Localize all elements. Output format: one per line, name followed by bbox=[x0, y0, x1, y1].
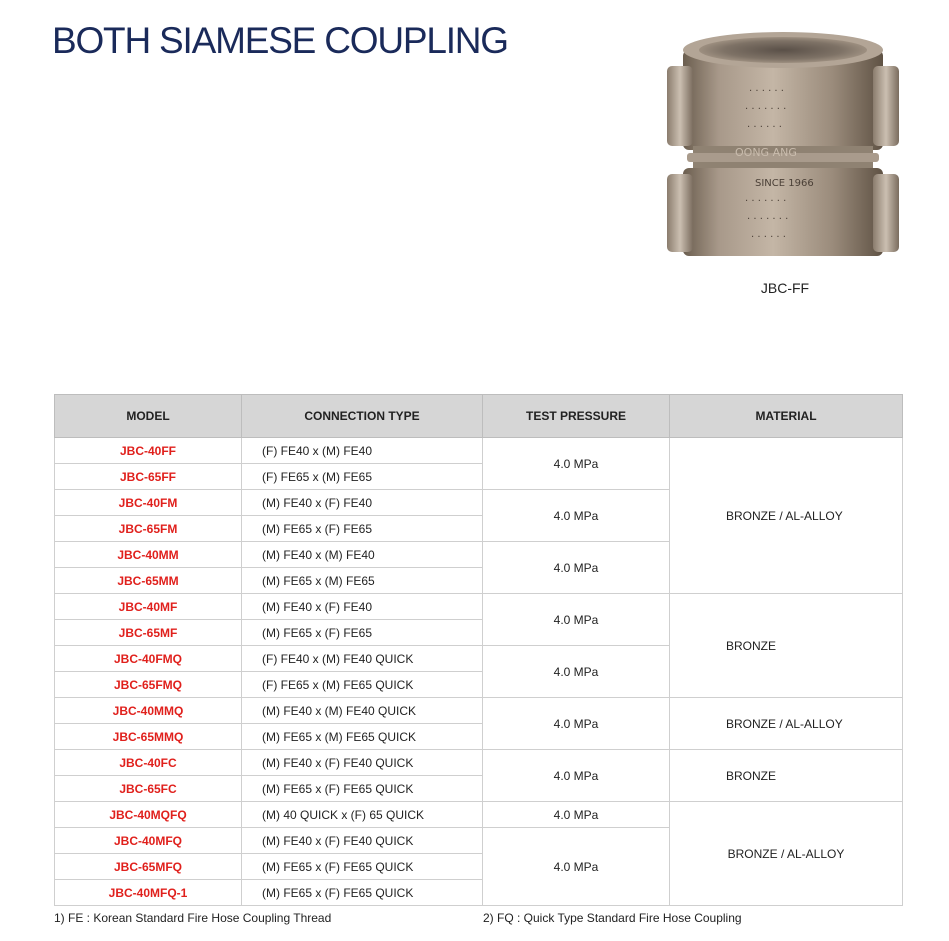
siamese-coupling-photo bbox=[663, 28, 913, 268]
connection-cell: (M) FE65 x (F) FE65 QUICK bbox=[242, 776, 483, 802]
svg-text:· · · · · ·: · · · · · · bbox=[747, 122, 782, 133]
pressure-cell: 4.0 MPa bbox=[483, 438, 670, 490]
svg-text:· · · · · · ·: · · · · · · · bbox=[745, 104, 787, 115]
model-cell: JBC-65MF bbox=[55, 620, 242, 646]
connection-cell: (M) FE65 x (F) FE65 bbox=[242, 516, 483, 542]
connection-cell: (F) FE40 x (M) FE40 bbox=[242, 438, 483, 464]
connection-cell: (M) FE65 x (M) FE65 bbox=[242, 568, 483, 594]
table-row bbox=[55, 802, 903, 828]
connection-cell: (M) FE40 x (M) FE40 QUICK bbox=[242, 698, 483, 724]
model-cell: JBC-40MQFQ bbox=[55, 802, 242, 828]
model-cell: JBC-65FC bbox=[55, 776, 242, 802]
svg-text:· · · · · · ·: · · · · · · · bbox=[747, 214, 789, 225]
connection-cell: (M) FE40 x (F) FE40 QUICK bbox=[242, 828, 483, 854]
table-header-row bbox=[55, 395, 903, 438]
table-row bbox=[55, 698, 903, 724]
model-cell: JBC-40FM bbox=[55, 490, 242, 516]
pressure-cell: 4.0 MPa bbox=[483, 542, 670, 594]
model-cell: JBC-65MM bbox=[55, 568, 242, 594]
connection-cell: (M) FE40 x (M) FE40 bbox=[242, 542, 483, 568]
footnote-fq: 2) FQ : Quick Type Standard Fire Hose Coupling bbox=[483, 911, 742, 925]
model-cell: JBC-65FM bbox=[55, 516, 242, 542]
model-cell: JBC-40MM bbox=[55, 542, 242, 568]
model-cell: JBC-65FMQ bbox=[55, 672, 242, 698]
connection-cell: (M) FE40 x (F) FE40 QUICK bbox=[242, 750, 483, 776]
svg-text:· · · · · · ·: · · · · · · · bbox=[745, 196, 787, 207]
pressure-cell: 4.0 MPa bbox=[483, 646, 670, 698]
svg-text:· · · · · ·: · · · · · · bbox=[751, 232, 786, 243]
material-cell: BRONZE bbox=[670, 750, 903, 802]
model-cell: JBC-65MFQ bbox=[55, 854, 242, 880]
svg-text:· · · · · ·: · · · · · · bbox=[749, 86, 784, 97]
pressure-cell: 4.0 MPa bbox=[483, 490, 670, 542]
model-cell: JBC-65FF bbox=[55, 464, 242, 490]
table-row bbox=[55, 750, 903, 776]
connection-cell: (M) FE40 x (F) FE40 bbox=[242, 490, 483, 516]
model-cell: JBC-40MFQ-1 bbox=[55, 880, 242, 906]
connection-cell: (M) FE40 x (F) FE40 bbox=[242, 594, 483, 620]
material-cell: BRONZE / AL-ALLOY bbox=[670, 802, 903, 906]
page-title: BOTH SIAMESE COUPLING bbox=[52, 20, 508, 61]
model-cell: JBC-40MMQ bbox=[55, 698, 242, 724]
connection-cell: (F) FE65 x (M) FE65 QUICK bbox=[242, 672, 483, 698]
material-cell: BRONZE / AL-ALLOY bbox=[670, 438, 903, 594]
model-cell: JBC-40FC bbox=[55, 750, 242, 776]
header-connection-type: CONNECTION TYPE bbox=[242, 395, 483, 438]
material-cell: BRONZE / AL-ALLOY bbox=[670, 698, 903, 750]
pressure-cell: 4.0 MPa bbox=[483, 828, 670, 906]
pressure-cell: 4.0 MPa bbox=[483, 594, 670, 646]
connection-cell: (M) FE65 x (F) FE65 QUICK bbox=[242, 880, 483, 906]
header-model: MODEL bbox=[55, 395, 242, 438]
connection-cell: (M) FE65 x (M) FE65 QUICK bbox=[242, 724, 483, 750]
svg-text:OONG ANG: OONG ANG bbox=[735, 146, 797, 159]
model-cell: JBC-65MMQ bbox=[55, 724, 242, 750]
svg-text:SINCE 1966: SINCE 1966 bbox=[755, 178, 814, 189]
connection-cell: (F) FE65 x (M) FE65 bbox=[242, 464, 483, 490]
material-cell: BRONZE bbox=[670, 594, 903, 698]
product-figure bbox=[655, 28, 915, 303]
pressure-cell: 4.0 MPa bbox=[483, 750, 670, 802]
model-cell: JBC-40FMQ bbox=[55, 646, 242, 672]
model-cell: JBC-40FF bbox=[55, 438, 242, 464]
connection-cell: (M) FE65 x (F) FE65 QUICK bbox=[242, 854, 483, 880]
product-caption: JBC-FF bbox=[760, 280, 810, 296]
footnote-fe: 1) FE : Korean Standard Fire Hose Coupling Thread bbox=[54, 911, 332, 925]
header-test-pressure: TEST PRESSURE bbox=[483, 395, 670, 438]
connection-cell: (M) 40 QUICK x (F) 65 QUICK bbox=[242, 802, 483, 828]
pressure-cell: 4.0 MPa bbox=[483, 802, 670, 828]
spec-table bbox=[54, 394, 903, 906]
connection-cell: (M) FE65 x (F) FE65 bbox=[242, 620, 483, 646]
connection-cell: (F) FE40 x (M) FE40 QUICK bbox=[242, 646, 483, 672]
pressure-cell: 4.0 MPa bbox=[483, 698, 670, 750]
table-row bbox=[55, 594, 903, 620]
model-cell: JBC-40MF bbox=[55, 594, 242, 620]
header-material: MATERIAL bbox=[670, 395, 903, 438]
model-cell: JBC-40MFQ bbox=[55, 828, 242, 854]
table-row bbox=[55, 438, 903, 464]
